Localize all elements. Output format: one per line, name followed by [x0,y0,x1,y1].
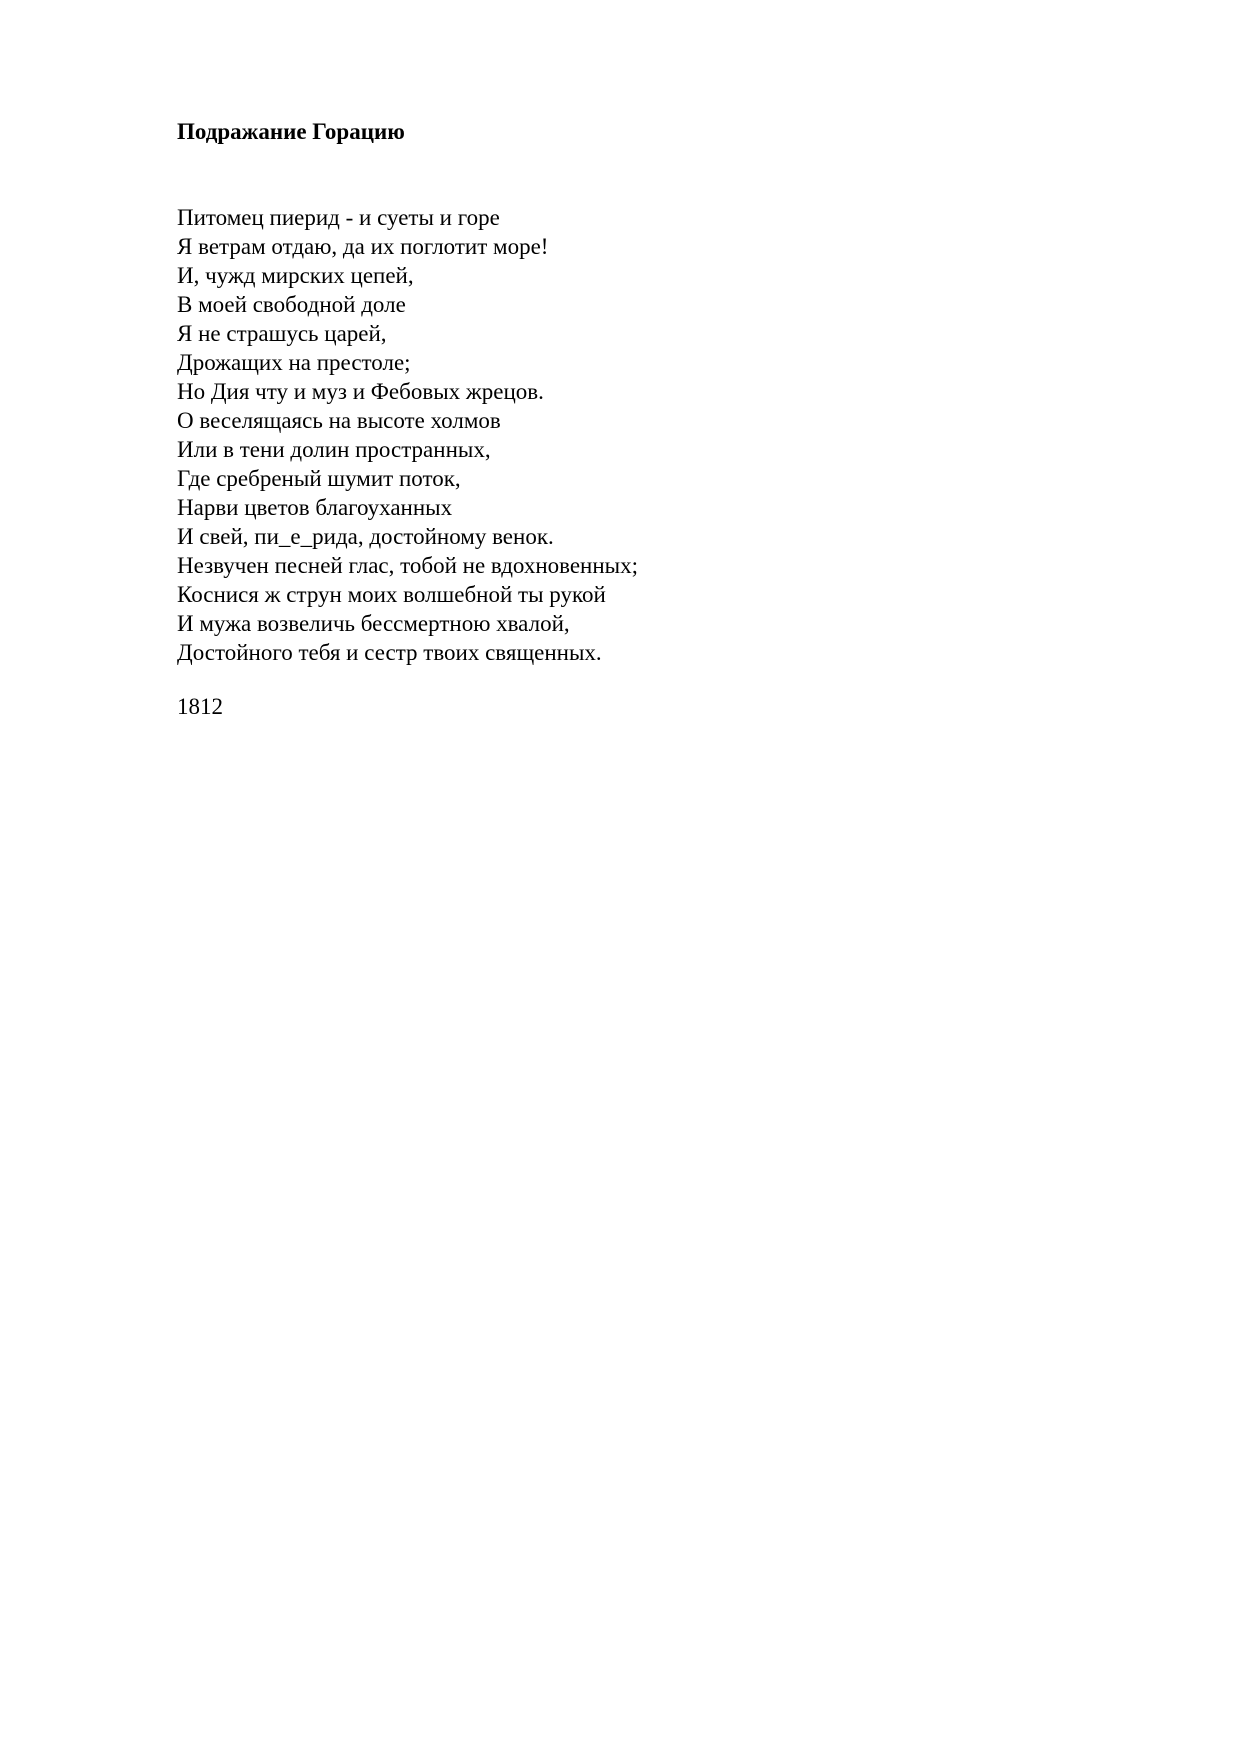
poem-line: И мужа возвеличь бессмертною хвалой, [177,611,570,636]
poem-line: О веселящаясь на высоте холмов [177,408,501,433]
poem-line: И, чужд мирских цепей, [177,263,414,288]
poem-line: Или в тени долин пространных, [177,437,491,462]
poem-line: Коснися ж струн моих волшебной ты рукой [177,582,606,607]
poem-line: Достойного тебя и сестр твоих священных. [177,640,602,665]
poem-body [177,203,638,667]
poem-line: Где сребреный шумит поток, [177,466,461,491]
poem-line: И свей, пи_е_рида, достойному венок. [177,524,554,549]
poem-line: Нарви цветов благоуханных [177,495,453,520]
poem-line: Незвучен песней глас, тобой не вдохновенных; [177,553,639,578]
poem-date: 1812 [177,694,223,719]
poem-line: Дрожащих на престоле; [177,350,411,375]
poem-line: Питомец пиерид - и суеты и горе [177,205,500,230]
poem-line: Я ветрам отдаю, да их поглотит море! [177,234,549,259]
poem-line: В моей свободной доле [177,292,406,317]
poem-line: Я не страшусь царей, [177,321,387,346]
poem-title: Подражание Горацию [177,119,405,144]
poem-line: Но Дия чту и муз и Фебовых жрецов. [177,379,544,404]
